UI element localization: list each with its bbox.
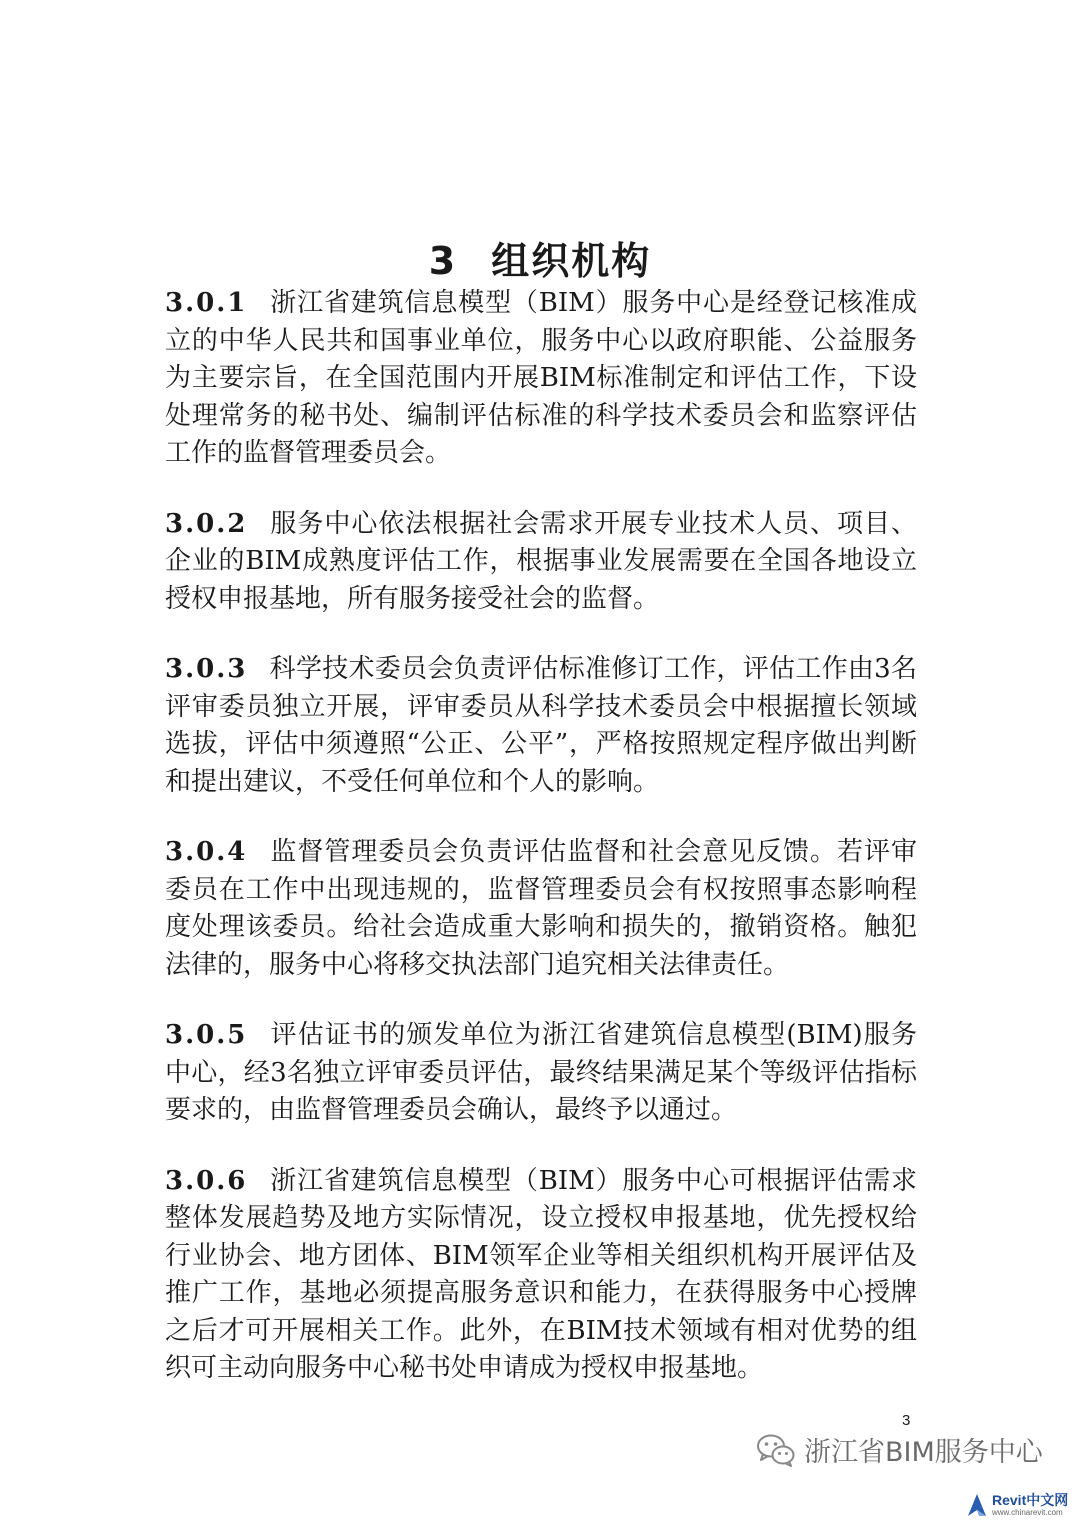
page-title	[0, 230, 1080, 285]
section-text: 监督管理委员会负责评估监督和社会意见反馈。若评审委员在工作中出现违规的，监督管理委员会有权按照事态影响程度处理该委员。给社会造成重大影响和损失的，撤销资格。触犯法律的，服务中心将移交执法部门追究相关法律责任。	[165, 837, 917, 980]
chapter-number: 3	[428, 239, 458, 284]
section-3-0-5	[165, 1017, 917, 1130]
section-list	[165, 285, 917, 1421]
section-3-0-4	[165, 834, 917, 984]
section-text: 科学技术委员会负责评估标准修订工作，评估工作由3名评审委员独立开展，评审委员从科学技术委员会中根据擅长领域选拔，评估中须遵照“公正、公平”，严格按照规定程序做出判断和提出建议，不受任何单位和个人的影响。	[165, 654, 917, 797]
chapter-title: 组织机构	[491, 239, 652, 284]
section-number: 3.0.3	[165, 654, 248, 684]
section-number: 3.0.2	[165, 508, 248, 539]
section-text: 评估证书的颁发单位为浙江省建筑信息模型(BIM)服务中心，经3名独立评审委员评估，最终结果满足某个等级评估指标要求的，由监督管理委员会确认，最终予以通过。	[165, 1020, 917, 1125]
section-number: 3.0.5	[165, 1020, 248, 1050]
section-number: 3.0.1	[165, 288, 248, 318]
page-number: 3	[902, 1412, 911, 1429]
logo-name: Revit中文网	[992, 1492, 1069, 1508]
section-number: 3.0.4	[165, 837, 248, 867]
wechat-watermark	[756, 1430, 1043, 1469]
wechat-icon	[756, 1433, 796, 1467]
watermark-text: 浙江省BIM服务中心	[804, 1437, 1043, 1468]
section-3-0-6	[165, 1163, 917, 1388]
site-logo	[966, 1492, 1068, 1518]
section-text: 服务中心依法根据社会需求开展专业技术人员、项目、企业的BIM成熟度评估工作，根据事业发展需要在全国各地设立授权申报基地，所有服务接受社会的监督。	[165, 508, 917, 614]
section-3-0-2	[165, 506, 917, 619]
section-text: 浙江省建筑信息模型（BIM）服务中心可根据评估需求整体发展趋势及地方实际情况，设立授权申报基地，优先授权给行业协会、地方团体、BIM领军企业等相关组织机构开展评估及推广工作，基地必须提高服务意识和能力，在获得服务中心授牌之后才可开展相关工作。此外，在BIM技术领域有相对优势的组织可主动向服务中心秘书处申请成为授权申报基地。	[165, 1165, 917, 1383]
section-text: 浙江省建筑信息模型（BIM）服务中心是经登记核准成立的中华人民共和国事业单位，服务中心以政府职能、公益服务为主要宗旨，在全国范围内开展BIM标准制定和评估工作，下设处理常务的秘书处、编制评估标准的科学技术委员会和监察评估工作的监督管理委员会。	[165, 288, 917, 468]
revit-logo-icon	[966, 1492, 988, 1518]
logo-url: www.chinarevit.com	[992, 1508, 1063, 1517]
section-3-0-3	[165, 651, 917, 801]
section-3-0-1	[165, 285, 917, 473]
section-number: 3.0.6	[165, 1165, 248, 1196]
